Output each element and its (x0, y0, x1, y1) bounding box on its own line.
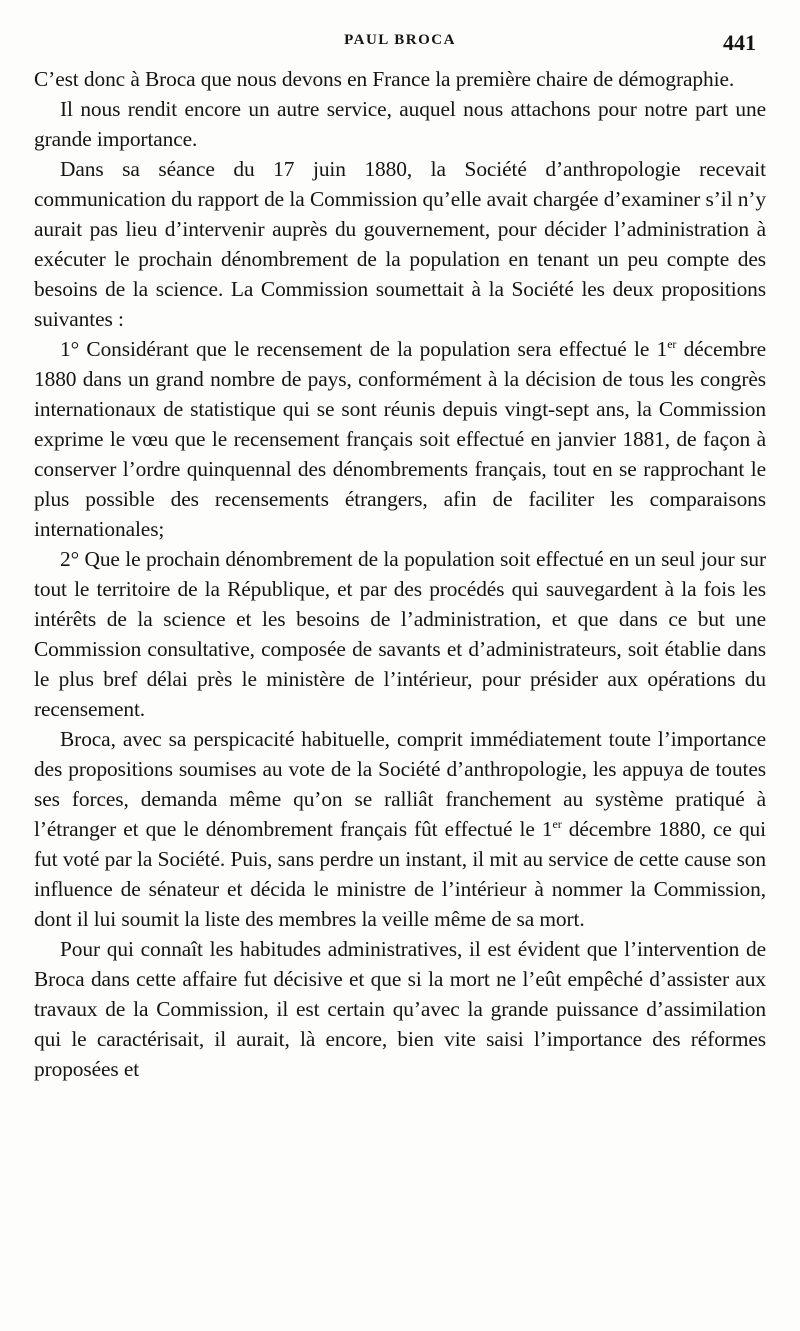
paragraph-proposition-1: 1° Considérant que le recensement de la population sera effectué le 1er décembre 1880 dans un grand nombre de pays, conformément à la décision de tous les congrès internationaux de statistique qui se sont réunis depuis vingt-sept ans, la Commission exprime le vœu que le recensement français soit effectué en janvier 1881, de façon à conserver l’ordre quinquennal des dénombrements français, tout en se rapprochant le plus possible des recensements étrangers, afin de faciliter les comparaisons internationales; (34, 337, 766, 541)
paragraph-proposition-2: 2° Que le prochain dénombrement de la population soit effectué en un seul jour sur tout le territoire de la République, et par des procédés qui sauvegardent à la fois les intérêts de la science et les besoins de l’administration, et que dans ce but une Commission consultative, composée de savants et d’administrateurs, soit établie dans le plus bref délai près le ministère de l’intérieur, pour présider aux opérations du recensement. (34, 547, 766, 721)
paragraph-6: Broca, avec sa perspicacité habituelle, comprit immédiatement toute l’importance des propositions soumises au vote de la Société d’anthropologie, les appuya de toutes ses forces, demanda même qu’on se ralliât franchement au système pratiqué à l’étranger et que le dénombrement français fût effectué le 1er décembre 1880, ce qui fut voté par la Société. Puis, sans perdre un instant, il mit au service de cette cause son influence de sénateur et décida le ministre de l’intérieur à nommer la Commission, dont il lui soumit la liste des membres la veille même de sa mort. (34, 727, 766, 931)
running-title: PAUL BROCA (344, 32, 456, 48)
paragraph-2: Il nous rendit encore un autre service, auquel nous attachons pour notre part une grande importance. (34, 97, 766, 151)
paragraph-1: C’est donc à Broca que nous devons en France la première chaire de démographie. (34, 67, 735, 91)
paragraph-7: Pour qui connaît les habitudes administratives, il est évident que l’intervention de Broca dans cette affaire fut décisive et que si la mort ne l’eût empêché d’assister aux travaux de la Commission, il est certain qu’avec la grande puissance d’assimilation qui le caractérisait, il aurait, là encore, bien vite saisi l’importance des réformes proposées et (34, 937, 766, 1081)
page-number: 441 (723, 30, 756, 55)
running-head (0, 30, 800, 54)
paragraph-3: Dans sa séance du 17 juin 1880, la Société d’anthropologie recevait communication du rapport de la Commission qu’elle avait chargée d’examiner s’il n’y aurait pas lieu d’intervenir auprès du gouvernement, pour décider l’administration à exécuter le prochain dénombrement de la population en tenant un peu compte des besoins de la science. La Commission soumettait à la Société les deux propositions suivantes : (34, 157, 766, 331)
body-text (34, 64, 766, 1314)
